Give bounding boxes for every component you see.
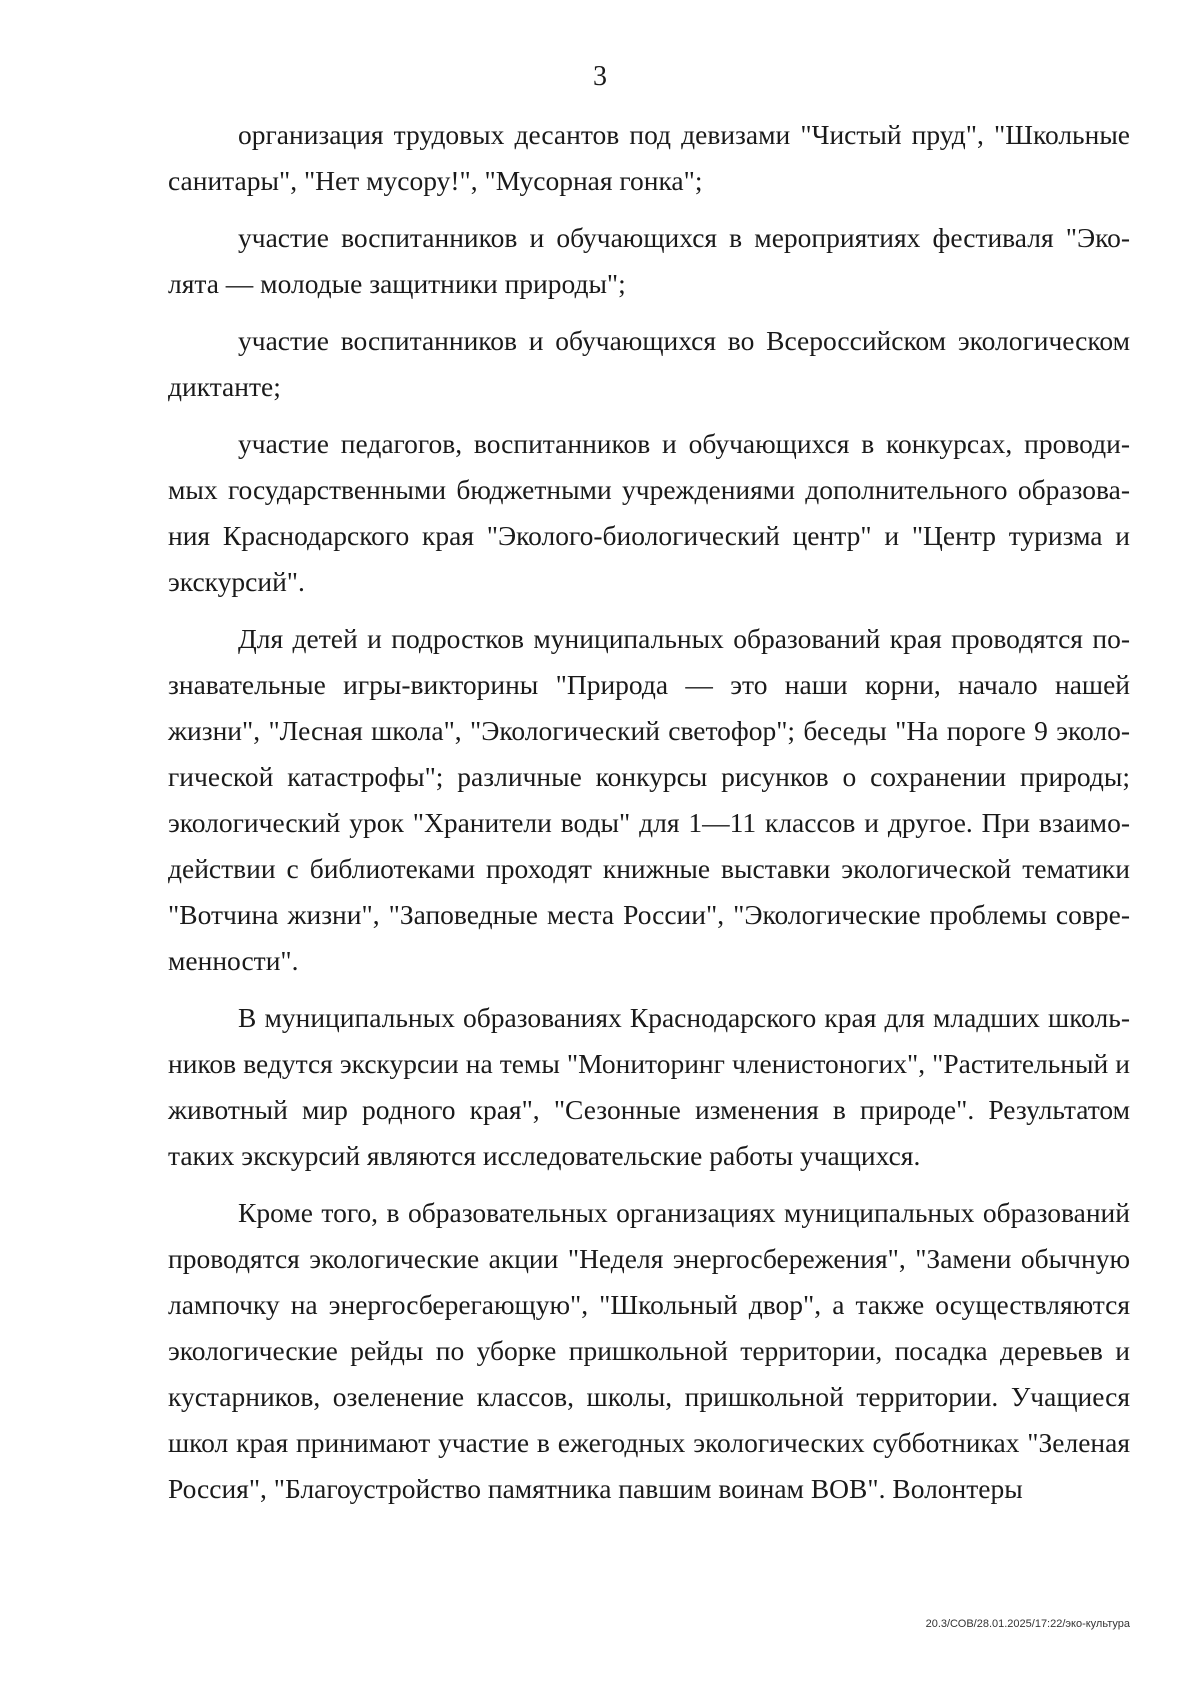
paragraph-1: организация трудовых десантов под девизами "Чистый пруд", "Школьные санитары", "Нет мусору!", "Мусорная гонка"; xyxy=(168,119,1130,196)
paragraph-3: участие воспитанников и обучающихся во Всероссийском экологическом диктанте; xyxy=(168,325,1130,402)
paragraph-2: участие воспитанников и обучающихся в мероприятиях фестиваля "Эколята — молодые защитники природы"; xyxy=(168,222,1130,299)
document-body xyxy=(168,112,1130,1512)
document-footer-code: 20.3/СОВ/28.01.2025/17:22/эко-культура xyxy=(925,1618,1130,1630)
paragraph-5: Для детей и подростков муниципальных образований края проводятся познавательные игры-викторины "Природа — это наши корни, начало нашей жизни", "Лесная школа", "Экологический светофор"; беседы "На пороге 9 экологической катастрофы"; различные конкурсы рисунков о сохранении природы; экологический урок "Хранители воды" для 1—11 классов и другое. При взаимодействии с библиотеками проходят книжные выставки экологической тематики "Вотчина жизни", "Заповедные места России", "Экологические проблемы современности". xyxy=(168,623,1130,976)
page-number: 3 xyxy=(593,61,607,92)
paragraph-4: участие педагогов, воспитанников и обучающихся в конкурсах, проводимых государственными бюджетными учреждениями дополнительного образования Краснодарского края "Эколого-биологический центр" и "Центр туризма и экскурсий". xyxy=(168,428,1130,597)
paragraph-6: В муниципальных образованиях Краснодарского края для младших школьников ведутся экскурсии на темы "Мониторинг членистоногих", "Растительный и животный мир родного края", "Сезонные изменения в природе". Результатом таких экскурсий являются исследовательские работы учащихся. xyxy=(168,1002,1130,1171)
paragraph-7: Кроме того, в образовательных организациях муниципальных образований проводятся экологические акции "Неделя энергосбережения", "Замени обычную лампочку на энергосберегающую", "Школьный двор", а также осуществляются экологические рейды по уборке пришкольной территории, посадка деревьев и кустарников, озеленение классов, школы, пришкольной территории. Учащиеся школ края принимают участие в ежегодных экологических субботниках "Зеленая Россия", "Благоустройство памятника павшим воинам ВОВ". Волонтеры xyxy=(168,1197,1130,1504)
